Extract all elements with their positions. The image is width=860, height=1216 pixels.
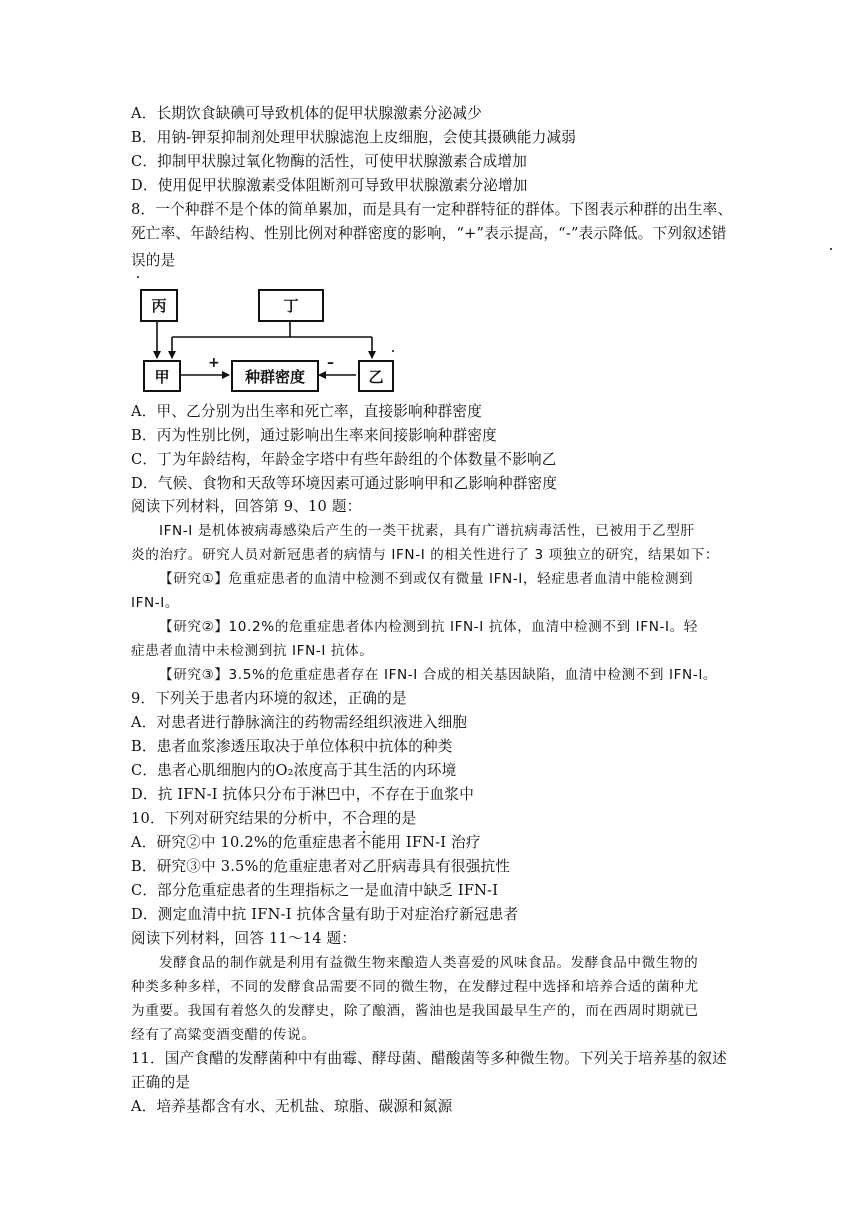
diagram-box-bing: 丙 [140, 289, 178, 322]
diagram-plus-sign: + [208, 355, 220, 371]
q10-option-a: A．研究②中 10.2%的危重症患者不能用 IFN-I 治疗 [131, 834, 481, 851]
q10-option-b: B．研究③中 3.5%的危重症患者对乙肝病毒具有很强抗性 [131, 858, 511, 875]
q10-stem-pre: 10．下列对研究结果的分析中， [131, 810, 343, 827]
material1-study2-line1: 【研究②】10.2%的危重症患者体内检测到抗 IFN-I 抗体，血清中检测不到 IFN-I。轻 [159, 619, 698, 635]
material2-line4: 经有了高粱变酒变醋的传说。 [131, 1027, 316, 1043]
diagram-box-yi: 乙 [358, 360, 394, 392]
material2-line2: 种类多种多样，不同的发酵食品需要不同的微生物，在发酵过程中选择和培养合适的菌种尤 [131, 979, 699, 995]
material2-line1: 发酵食品的制作就是利用有益微生物来酿造人类喜爱的风味食品。发酵食品中微生物的 [159, 955, 699, 971]
material1-study1-line2: IFN-I。 [131, 595, 180, 611]
reading-instruction-1: 阅读下列材料，回答第 9、10 题： [131, 498, 362, 515]
q11-stem-line1: 11．国产食醋的发酵菌种中有曲霉、酵母菌、醋酸菌等多种微生物。下列关于培养基的叙述 [131, 1050, 727, 1067]
diagram-minus-sign: – [327, 355, 334, 371]
q8-stem-line2: 死亡率、年龄结构、性别比例对种群密度的影响，“+”表示提高，“-”表示降低。下列叙述错 [131, 225, 727, 242]
q8-option-c: C．丁为年龄结构，年龄金字塔中有些年龄组的个体数量不影响乙 [131, 451, 557, 468]
material1-study1-line1: 【研究①】危重症患者的血清中检测不到或仅有微量 IFN-I，轻症患者血清中能检测到 [159, 571, 694, 587]
q10-stem-emphasis: 不合理 [342, 810, 387, 827]
q7-option-b: B．用钠-钾泵抑制剂处理甲状腺滤泡上皮细胞，会使其摄碘能力减弱 [131, 129, 577, 146]
material2-line3: 为重要。我国有着悠久的发酵史，除了酿酒，酱油也是我国最早生产的，而在西周时期就已 [131, 1003, 699, 1019]
q7-option-d: D．使用促甲状腺激素受体阻断剂可导致甲状腺激素分泌增加 [131, 177, 528, 194]
q10-stem-post: 的是 [386, 810, 417, 827]
q9-option-b: B．患者血浆渗透压取决于单位体积中抗体的种类 [131, 738, 453, 755]
material1-line1: IFN-I 是机体被病毒感染后产生的一类干扰素，具有广谱抗病毒活性，已被用于乙型肝 [159, 523, 695, 539]
q9-option-c: C．患者心肌细胞内的O₂浓度高于其生活的内环境 [131, 762, 457, 779]
diagram-box-ding: 丁 [258, 289, 324, 322]
diagram-box-density: 种群密度 [231, 360, 319, 392]
q9-option-a: A．对患者进行静脉滴注的药物需经组织液进入细胞 [131, 714, 468, 731]
q7-option-a: A．长期饮食缺碘可导致机体的促甲状腺激素分泌减少 [131, 105, 482, 122]
q10-option-c: C．部分危重症患者的生理指标之一是血清中缺乏 IFN-I [131, 882, 499, 899]
q9-option-d: D．抗 IFN-I 抗体只分布于淋巴中，不存在于血浆中 [131, 786, 475, 803]
q8-emphasis-dot-2 [137, 276, 139, 278]
q8-option-d: D．气候、食物和天敌等环境因素可通过影响甲和乙影响种群密度 [131, 475, 558, 492]
q11-option-a: A．培养基都含有水、无机盐、琼脂、碳源和氮源 [131, 1098, 453, 1115]
material1-study2-line2: 症患者血清中未检测到抗 IFN-I 抗体。 [131, 643, 374, 659]
q11-stem-line2: 正确的是 [131, 1074, 191, 1091]
material1-study3: 【研究③】3.5%的危重症患者存在 IFN-I 合成的相关基因缺陷，血清中检测不到 IFN-I。 [159, 667, 718, 683]
q8-stem-line3: 误的是 [131, 252, 176, 269]
q10-option-d: D．测定血清中抗 IFN-I 抗体含量有助于对症治疗新冠患者 [131, 906, 519, 923]
diagram-box-jia: 甲 [143, 360, 181, 392]
q10-stem [131, 810, 416, 828]
q8-stem-line1: 8．一个种群不是个体的简单累加，而是具有一定种群特征的群体。下图表示种群的出生率、 [131, 201, 733, 218]
q8-option-b: B．丙为性别比例，通过影响出生率来间接影响种群密度 [131, 427, 497, 444]
q9-stem: 9．下列关于患者内环境的叙述，正确的是 [131, 690, 407, 707]
material1-line2: 炎的治疗。研究人员对新冠患者的病情与 IFN-I 的相关性进行了 3 项独立的研究，结果如下： [131, 547, 720, 563]
q7-option-c: C．抑制甲状腺过氧化物酶的活性，可使甲状腺激素合成增加 [131, 153, 528, 170]
q8-option-a: A．甲、乙分别为出生率和死亡率，直接影响种群密度 [131, 403, 482, 420]
q8-emphasis-dot [830, 248, 832, 250]
reading-instruction-2: 阅读下列材料，回答 11～14 题： [131, 930, 357, 947]
